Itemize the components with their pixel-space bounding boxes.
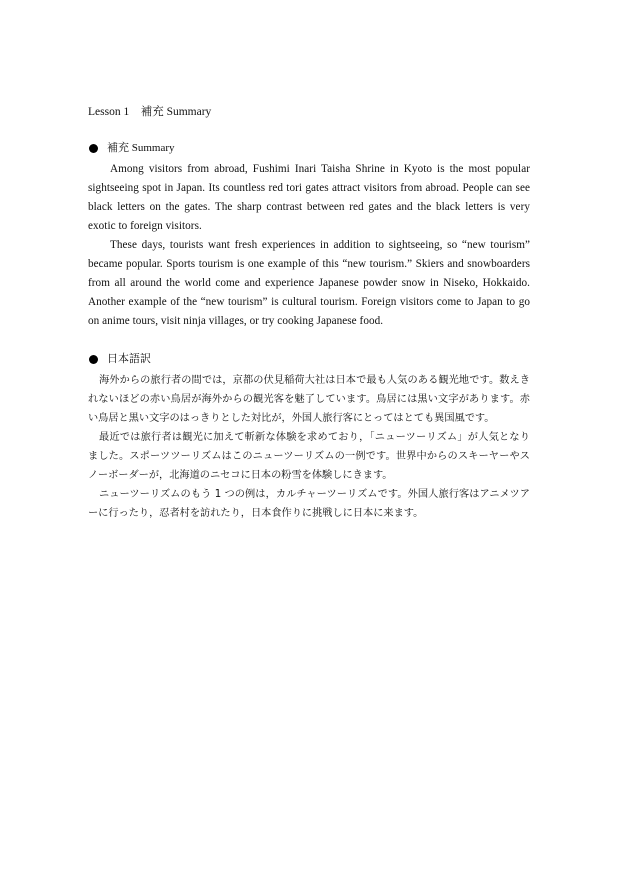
summary-paragraph: These days, tourists want fresh experiences in addition to sightseeing, so “new tourism” became popular. Sports tourism is one example of this “new tourism.” Skiers and snowboarders from all around the world come and experience Japanese powder snow in Niseko, Hokkaido. Another example of the “new tourism” is cultural tourism. Foreign visitors come to Japan to go on anime tours, visit ninja villages, or try cooking Japanese food. — [88, 239, 530, 327]
summary-heading-label: 補充 Summary — [107, 142, 175, 154]
summary-paragraph: Among visitors from abroad, Fushimi Inari Taisha Shrine in Kyoto is the most popular sightseeing spot in Japan. Its countless red tori gates attract visitors from abroad. People can see black letters on the gates. The sharp contrast between red gates and the black letters is very exotic to foreign visitors. — [88, 163, 530, 232]
summary-heading — [88, 140, 530, 156]
bullet-icon — [89, 144, 98, 153]
translation-heading-label: 日本語訳 — [107, 353, 151, 365]
bullet-icon — [89, 355, 98, 364]
translation-paragraph: ニューツーリズムのもう 1 つの例は，カルチャーツーリズムです。外国人旅行客はアニメツアーに行ったり，忍者村を訪れたり，日本食作りに挑戦しに日本に来ます。 — [88, 489, 530, 519]
translation-heading — [88, 351, 530, 367]
document-page — [88, 104, 530, 523]
lesson-title: Lesson 1 補充 Summary — [88, 106, 212, 118]
translation-paragraph: 最近では旅行者は観光に加えて斬新な体験を求めており，「ニューツーリズム」が人気となりました。スポーツツーリズムはこのニューツーリズムの一例です。世界中からのスキーヤーやスノーボーダーが，北海道のニセコに日本の粉雪を体験しにきます。 — [88, 432, 530, 481]
translation-paragraph: 海外からの旅行者の間では，京都の伏見稲荷大社は日本で最も人気のある観光地です。数えきれないほどの赤い鳥居が海外からの観光客を魅了しています。鳥居には黒い文字があります。赤い鳥居と黒い文字のはっきりとした対比が，外国人旅行客にとってはとても異国風です。 — [88, 375, 530, 424]
